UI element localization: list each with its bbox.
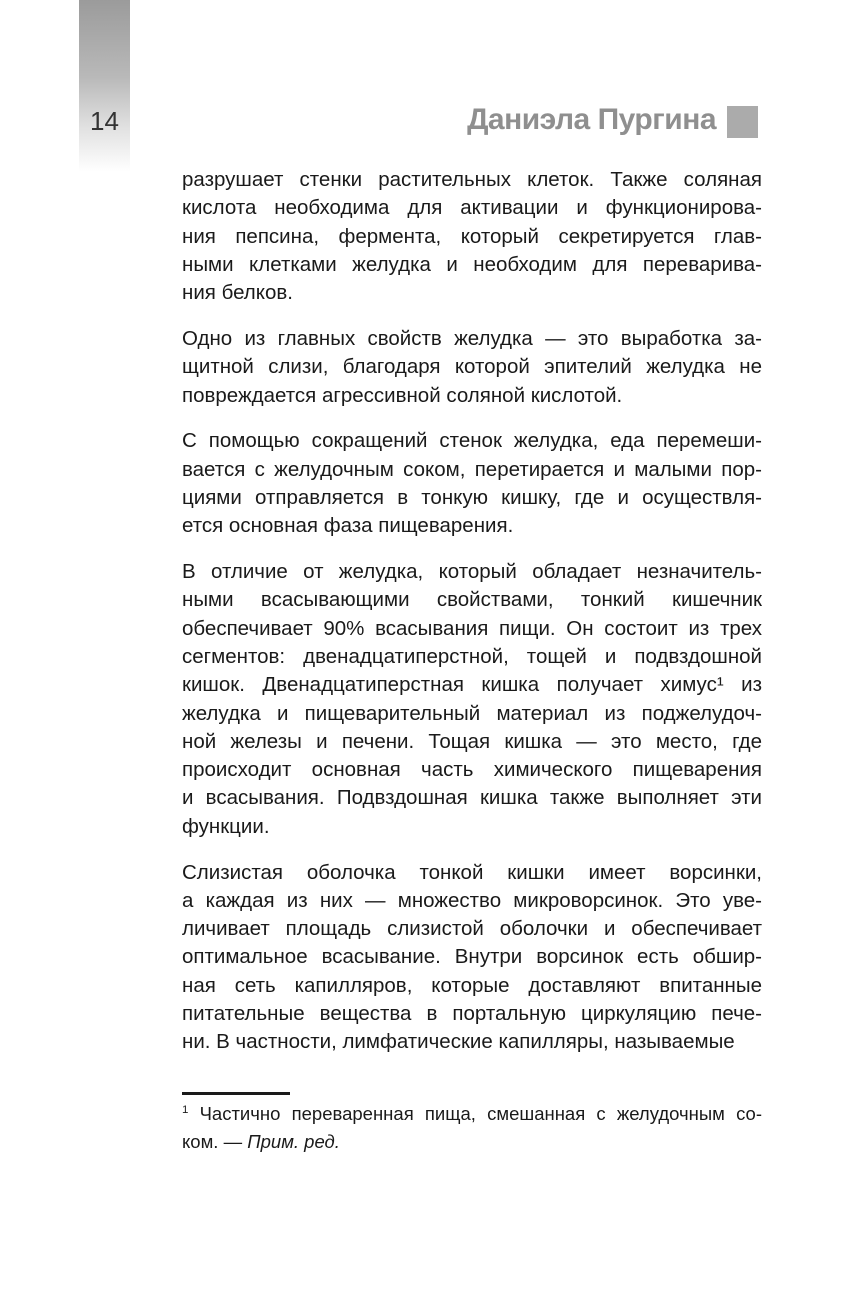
- footnote-text: Частично переваренная пища, смешанная с желудочным со-: [188, 1103, 762, 1124]
- text-line: ни. В частности, лимфатические капилляры, называемые: [182, 1030, 735, 1054]
- running-header-author: Даниэла Пургина: [467, 103, 716, 136]
- text-line: ными всасывающими свойствами, тонкий кишечник: [182, 588, 762, 612]
- footnote-line-2: [182, 1128, 762, 1156]
- text-line: желудка и пищеварительный материал из поджелудоч-: [182, 701, 762, 725]
- text-line: личивает площадь слизистой оболочки и обеспечивает: [182, 917, 762, 941]
- text-line: оптимальное всасывание. Внутри ворсинок есть обшир-: [182, 945, 762, 969]
- text-line: С помощью сокращений стенок желудка, еда перемеши-: [182, 429, 762, 453]
- footnote-divider: [182, 1092, 290, 1095]
- body-text: [182, 166, 762, 1057]
- text-line: В отличие от желудка, который обладает незначитель-: [182, 560, 762, 584]
- text-line: обеспечивает 90% всасывания пищи. Он состоит из трех: [182, 616, 762, 640]
- text-line: разрушает стенки растительных клеток. Также соляная: [182, 168, 762, 191]
- text-line: функции.: [182, 814, 270, 838]
- text-line: ется основная фаза пищеварения.: [182, 514, 514, 538]
- footnote: [182, 1080, 762, 1156]
- paragraph: [182, 859, 762, 1057]
- text-line: сегментов: двенадцатиперстной, тощей и подвздошной: [182, 644, 762, 668]
- text-line: ными клетками желудка и необходим для переварива-: [182, 252, 762, 276]
- text-line: циями отправляется в тонкую кишку, где и осуществля-: [182, 485, 762, 509]
- text-line: ной железы и печени. Тощая кишка — это место, где: [182, 729, 762, 753]
- running-header: [467, 103, 758, 138]
- footnote-editor-note: Прим. ред.: [247, 1131, 340, 1152]
- text-line: ния пепсина, фермента, который секретируется глав-: [182, 224, 762, 248]
- page-number: 14: [90, 106, 119, 136]
- paragraph: [182, 558, 762, 841]
- text-line: повреждается агрессивной соляной кислотой.: [182, 383, 623, 407]
- header-square-ornament: [727, 106, 758, 138]
- text-line: кишок. Двенадцатиперстная кишка получает химус¹ из: [182, 673, 762, 697]
- paragraph: [182, 166, 762, 307]
- text-line: Одно из главных свойств желудка — это выработка за-: [182, 326, 762, 350]
- text-line: вается с желудочным соком, перетирается и малыми пор-: [182, 457, 762, 481]
- text-line: ния белков.: [182, 281, 293, 305]
- footnote-marker: 1: [182, 1103, 189, 1116]
- paragraph: [182, 325, 762, 410]
- text-line: питательные вещества в портальную циркуляцию пече-: [182, 1002, 762, 1026]
- text-line: и всасывания. Подвздошная кишка также выполняет эти: [182, 786, 762, 810]
- footnote-line-1: [182, 1100, 762, 1128]
- text-line: щитной слизи, благодаря которой эпителий желудка не: [182, 355, 762, 379]
- text-line: кислота необходима для активации и функционирова-: [182, 196, 762, 220]
- text-line: ная сеть капилляров, которые доставляют впитанные: [182, 973, 762, 997]
- footnote-text: ком. —: [182, 1131, 248, 1152]
- text-line: происходит основная часть химического пищеварения: [182, 758, 762, 782]
- paragraph: [182, 427, 762, 540]
- page-edge-gradient-bar: [79, 0, 130, 172]
- text-line: а каждая из них — множество микроворсинок. Это уве-: [182, 888, 762, 912]
- text-line: Слизистая оболочка тонкой кишки имеет ворсинки,: [182, 860, 762, 884]
